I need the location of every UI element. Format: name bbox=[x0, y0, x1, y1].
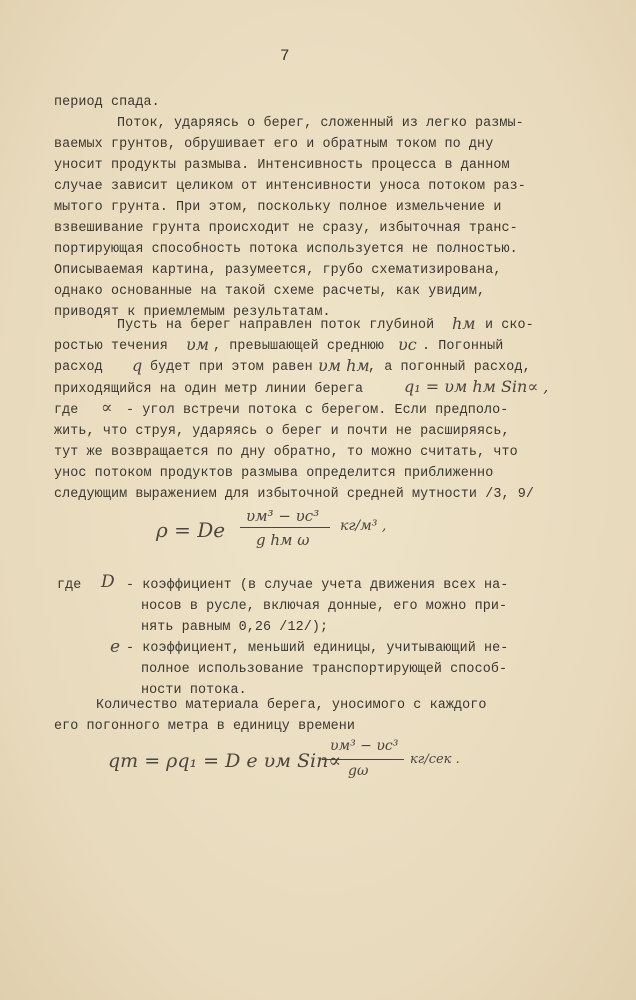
text-line: ростью течения bbox=[54, 339, 168, 354]
formula-numerator: υм³ − υс³ bbox=[246, 507, 320, 525]
text-line: расход bbox=[54, 360, 103, 375]
formula-lhs: qт = ρq₁ = D e υм Sin∝ bbox=[108, 750, 342, 772]
text-line: приходящийся на один метр линии берега bbox=[54, 382, 364, 397]
symbol-e: e bbox=[110, 637, 121, 657]
formula-numerator: υм³ − υс³ bbox=[330, 738, 399, 754]
text-line: - угол встречи потока с берегом. Если предполо- bbox=[126, 403, 509, 418]
text-line: Пусть на берег направлен поток глубиной bbox=[117, 318, 435, 333]
text-line: взвешивание грунта происходит не сразу, избыточная транс- bbox=[54, 221, 518, 236]
text-line: где bbox=[54, 403, 79, 418]
text-line: жить, что струя, ударяясь о берег и почти не расширяясь, bbox=[54, 424, 510, 439]
text-line: ваемых грунтов, обрушивает его и обратным током по дну bbox=[54, 137, 494, 152]
text-line: тут же возвращается по дну обратно, то можно считать, что bbox=[54, 445, 518, 460]
formula-q1: q₁ = υм hм Sin∝ , bbox=[404, 377, 549, 396]
text-line: Описываемая картина, разумеется, грубо схематизирована, bbox=[54, 263, 502, 278]
text-line: где bbox=[57, 578, 82, 593]
text-line: мытого грунта. При этом, поскольку полное измельчение и bbox=[54, 200, 502, 215]
formula-denominator: gω bbox=[348, 763, 369, 779]
text-line: . Погонный bbox=[422, 339, 504, 354]
fraction-bar bbox=[240, 527, 330, 528]
text-line: однако основанные на такой схеме расчеты, как увидим, bbox=[54, 284, 486, 299]
text-line: , превышающей среднюю bbox=[213, 339, 384, 354]
text-line: носов в русле, включая донные, его можно при- bbox=[141, 599, 508, 614]
text-line: период спада. bbox=[54, 95, 160, 110]
symbol-alpha: ∝ bbox=[101, 398, 113, 418]
text-line: и ско- bbox=[485, 318, 534, 333]
text-line: унос потоком продуктов размыва определится приближенно bbox=[54, 466, 494, 481]
text-line: , а погонный расход, bbox=[368, 360, 531, 375]
symbol-vh: υм hм bbox=[318, 356, 370, 375]
text-line: - коэффициент, меньший единицы, учитывающий не- bbox=[126, 641, 509, 656]
text-line: следующим выражением для избыточной средней мутности /3, 9/ bbox=[54, 487, 535, 502]
formula-lhs: ρ = De bbox=[156, 518, 226, 542]
symbol-q: q bbox=[132, 356, 143, 375]
text-line: полное использование транспортирующей способ- bbox=[141, 662, 508, 677]
text-line: ности потока. bbox=[141, 683, 247, 698]
text-line: приводят к приемлемым результатам. bbox=[54, 305, 331, 320]
text-line: его погонного метра в единицу времени bbox=[54, 719, 356, 734]
symbol-d: D bbox=[101, 572, 115, 592]
text-line: случае зависит целиком от интенсивности уноса потоком раз- bbox=[54, 179, 526, 194]
page-number: 7 bbox=[280, 47, 290, 65]
symbol-v-m: υм bbox=[186, 335, 209, 354]
text-line: Количество материала берега, уносимого с каждого bbox=[96, 698, 487, 713]
formula-unit: кг/сек . bbox=[410, 752, 460, 767]
text-line: Поток, ударяясь о берег, сложенный из легко размы- bbox=[117, 116, 524, 131]
formula-denominator: g hм ω bbox=[256, 531, 310, 549]
text-line: нять равным 0,26 /12/); bbox=[141, 620, 329, 635]
symbol-v-c: υс bbox=[398, 335, 417, 354]
text-line: будет при этом равен bbox=[150, 360, 313, 375]
symbol-h-m: hм bbox=[452, 314, 476, 333]
text-line: уносит продукты размыва. Интенсивность процесса в данном bbox=[54, 158, 510, 173]
text-line: портирующая способность потока используется не полностью. bbox=[54, 242, 518, 257]
text-line: - коэффициент (в случае учета движения всех на- bbox=[126, 578, 509, 593]
fraction-bar bbox=[322, 759, 404, 760]
formula-unit: кг/м³ , bbox=[340, 518, 387, 534]
